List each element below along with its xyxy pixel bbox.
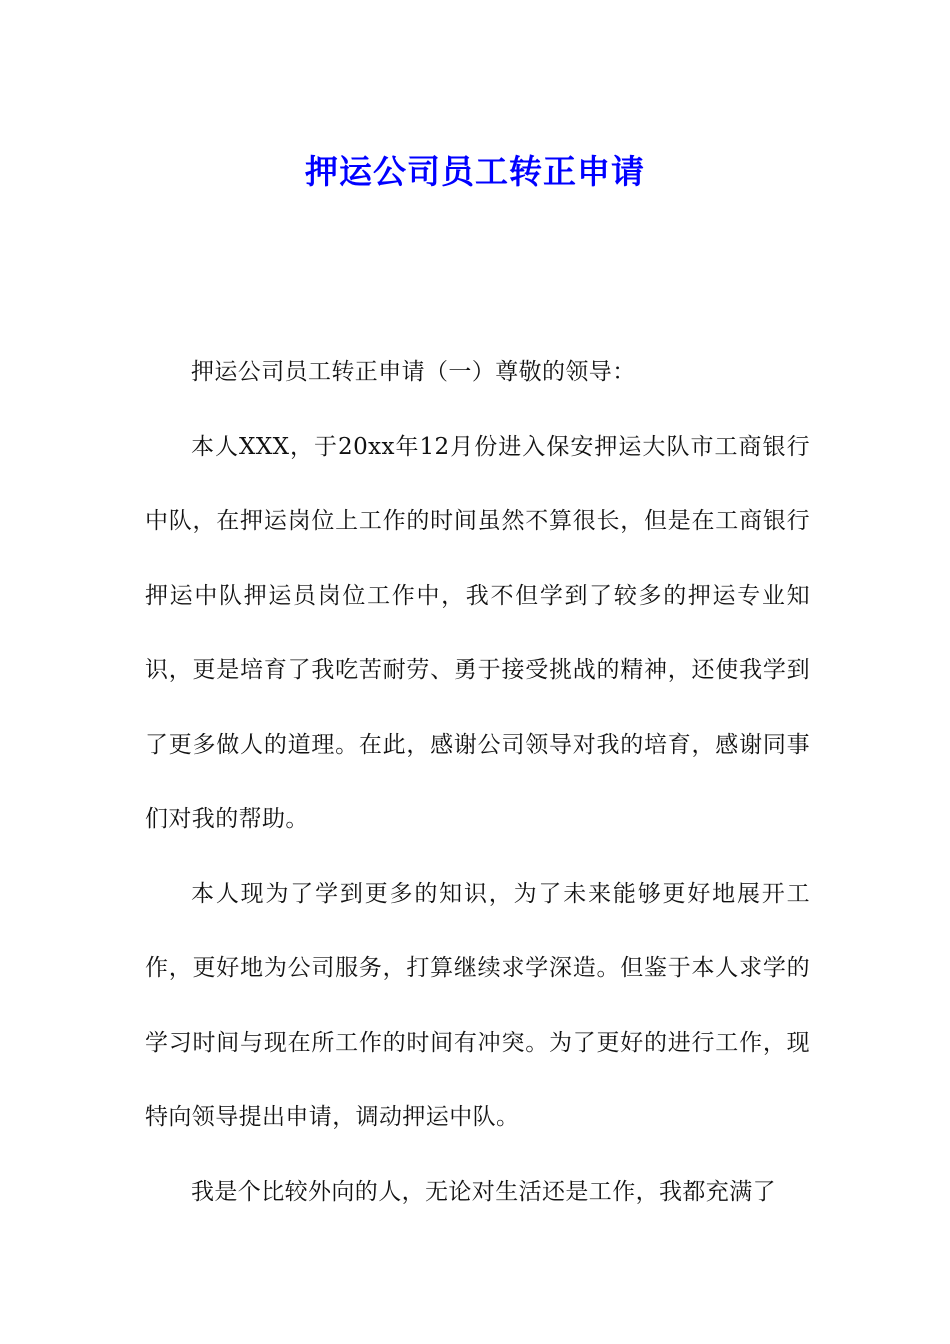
paragraph-salutation: 押运公司员工转正申请（一）尊敬的领导：: [191, 359, 636, 385]
paragraph-introduction: 本人XXX，于20xx年12月份进入保安押运大队市工商银行中队，在押运岗位上工作的时间虽然不算很长，但是在工商银行押运中队押运员岗位工作中，我不但学到了较多的押运专业知识，更是培育了我吃苦耐劳、勇于接受挑战的精神，还使我学到了更多做人的道理。在此，感谢公司领导对我的培育，感谢同事们对我的帮助。: [145, 433, 810, 832]
document-body: [145, 335, 810, 1229]
document-title: 押运公司员工转正申请: [305, 152, 645, 192]
paragraph-request: 本人现为了学到更多的知识，为了未来能够更好地展开工作，更好地为公司服务，打算继续求学深造。但鉴于本人求学的学习时间与现在所工作的时间有冲突。为了更好的进行工作，现特向领导提出申请，调动押运中队。: [145, 880, 810, 1130]
paragraph-personality: 我是个比较外向的人，无论对生活还是工作，我都充满了: [191, 1178, 776, 1205]
